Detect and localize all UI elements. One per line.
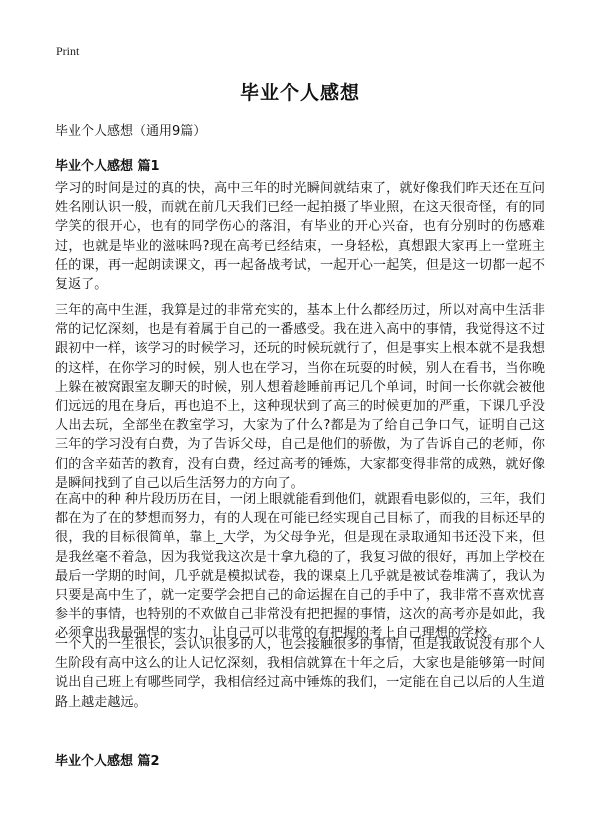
section-heading-1: 毕业个人感想 篇1 xyxy=(55,159,160,174)
page-title: 毕业个人感想 xyxy=(239,82,360,104)
paragraph-4: 一个人的一生很长，会认识很多的人，也会接触很多的事情，但是我敢说没有那个人生阶段有高中这么的让人记忆深刻，我相信就算在十年之后，大家也是能够第一时间说出自己班上有哪些同学，我相信经过高中锤炼的我们，一定能在自己以后的人生道路上越走越远。 xyxy=(55,637,545,710)
section-heading-2: 毕业个人感想 篇2 xyxy=(55,754,160,769)
paragraph-2: 三年的高中生涯，我算是过的非常充实的，基本上什么都经历过，所以对高中生活非常的记忆深刻，也是有着属于自己的一番感受。我在进入高中的事情，我觉得这不过跟初中一样，该学习的时候学习，还玩的时候玩就行了，但是事实上根本就不是我想的这样，在你学习的时候，别人也在学习，当你在玩耍的时候，别人在看书，当你晚上躲在被窝跟室友聊天的时候，别人想着趁睡前再记几个单词，时间一长你就会被他们远远的甩在身后，再也追不上，这种现状到了高三的时候更加的严重，下课几乎没人出去玩，全部坐在教室学习，大家为了什么?都是为了给自己争口气，证明自己这三年的学习没有白费，为了告诉父母，自己是他们的骄傲，为了告诉自己的老师，你们的含辛茹苦的教育，没有白费，经过高考的锤炼，大家都变得非常的成熟，就好像是瞬间找到了自己以后生活努力的方向了。 xyxy=(55,303,545,491)
paragraph-3: 在高中的种 种片段历历在目，一闭上眼就能看到他们，就跟看电影似的，三年，我们都在为了在的梦想而努力，有的人现在可能已经实现自己目标了，而我的目标还早的很，我的目标很简单，靠上_大学，为父母争光，但是现在录取通知书还没下来，但是我丝毫不着急，因为我觉我这次是十拿九稳的了，我复习做的很好，再加上学校在最后一学期的时间，几乎就是模拟试卷，我的课桌上几乎就是被试卷堆满了，我认为只要是高中生了，就一定要学会把自己的命运握在自己的手中了，我非常不喜欢忧喜参半的事情，也特别的不欢做自己非常没有把把握的事情，这次的高考亦是如此，我必须拿出我最强悍的实力，让自己可以非常的有把握的考上自己理想的学校。 xyxy=(55,492,545,642)
print-link[interactable]: Print xyxy=(56,44,80,58)
document-subtitle: 毕业个人感想（通用9篇） xyxy=(55,124,207,139)
paragraph-1: 学习的时间是过的真的快，高中三年的时光瞬间就结束了，就好像我们昨天还在互问姓名刚认识一般，而就在前几天我们已经一起拍摄了毕业照，在这天很奇怪，有的同学笑的很开心，也有的同学伤心的落泪，有毕业的开心兴奋，也有分别时的伤感难过，也就是毕业的滋味吗?现在高考已经结束，一身轻松，真想跟大家再上一堂班主任的课，再一起朗读课文，再一起备战考试，一起开心一起笑，但是这一切都一起不复返了。 xyxy=(55,181,545,293)
